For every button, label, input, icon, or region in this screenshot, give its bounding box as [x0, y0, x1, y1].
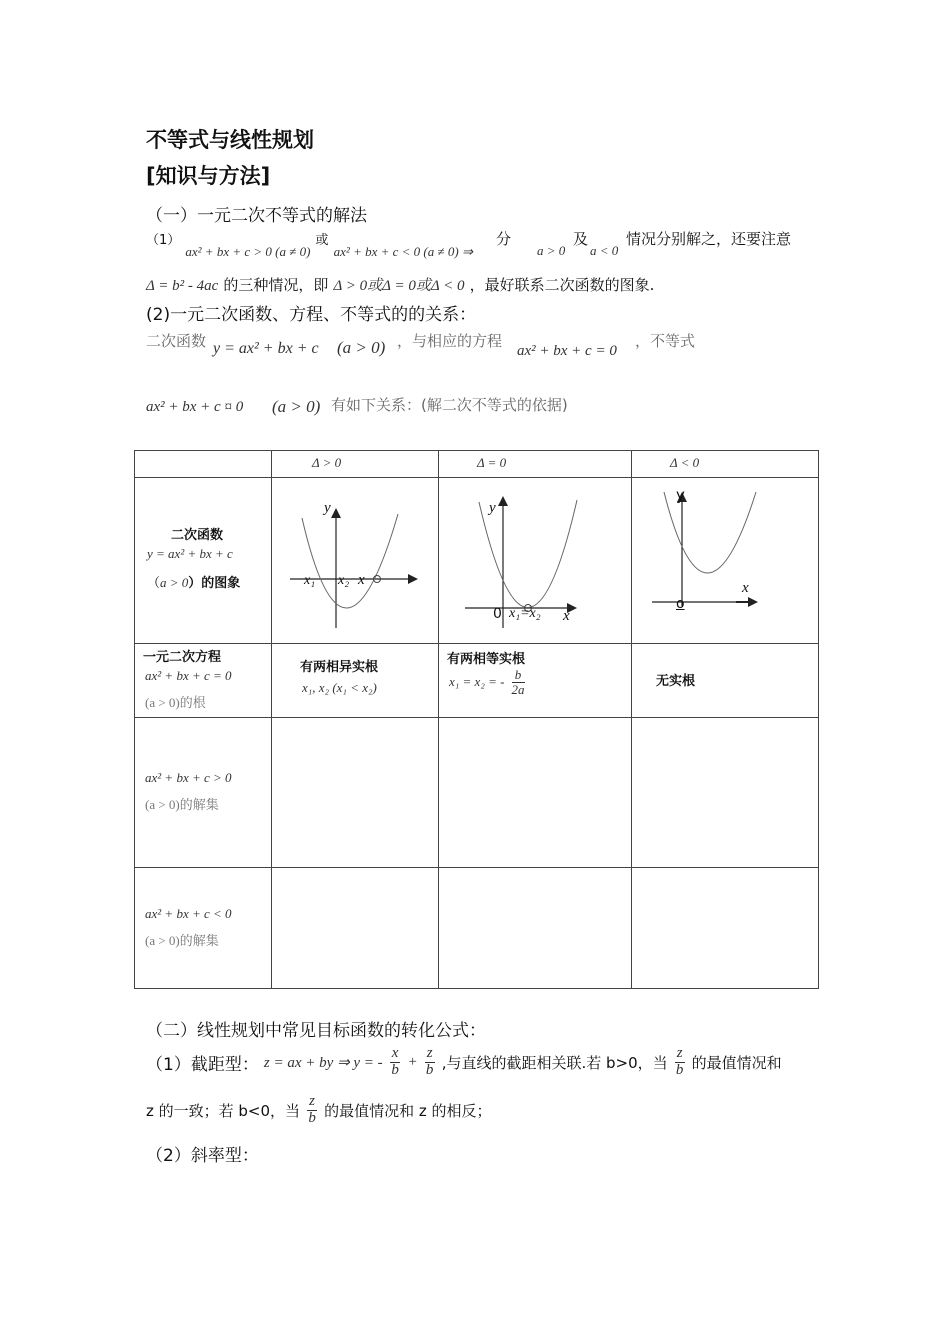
- y-axis-arrow: [331, 508, 341, 518]
- part2-eq: ax² + bx + c = 0: [517, 343, 617, 359]
- roots-c2-title: 有两相等实根: [447, 652, 526, 667]
- part1-delta: Δ = b² - 4ac: [146, 278, 219, 294]
- parabola-no-root: [632, 478, 818, 644]
- part3-line2-prefix: z 的一致；若 b<0，当: [146, 1101, 301, 1120]
- g2-y-label: y: [489, 500, 496, 516]
- page-title: 不等式与线性规划: [146, 128, 314, 152]
- section-knowledge-heading: [知识与方法]: [146, 164, 271, 188]
- graph-label-func: y = ax² + bx + c: [147, 546, 233, 561]
- frac-z-over-b: $\frac{z}{b}$: [425, 1045, 434, 1078]
- table-lt-row: [135, 868, 819, 989]
- part1-cases: Δ > 0或Δ = 0或Δ < 0: [333, 278, 465, 294]
- g1-y-label: y: [324, 500, 331, 516]
- relation-table: [134, 450, 819, 989]
- roots-c1-expr: x₁, x₂ (x₁ < x₂): [302, 680, 377, 695]
- roots-cell-delta-neg: [632, 644, 819, 718]
- roots-c1-title: 有两相异实根: [300, 660, 379, 675]
- g1-x2-label: x₂: [338, 573, 350, 588]
- table-header-row: [135, 451, 819, 478]
- part1-or: 或: [315, 233, 329, 248]
- roots-row-label: [135, 644, 272, 718]
- part3-line1-text: ,与直线的截距相关联.若 b>0，当: [441, 1053, 668, 1072]
- part1-line2: [146, 274, 654, 295]
- frac-x-over-b: $\frac{x}{b}$: [391, 1045, 399, 1078]
- part2-func-cond: (a > 0): [337, 338, 386, 357]
- g3-x-label: x: [742, 580, 749, 596]
- frac-z3-over-b: $\frac{z}{b}$: [308, 1093, 316, 1126]
- gt-row-label: [135, 718, 272, 868]
- table-gt-row: [135, 718, 819, 868]
- part2-ineq-cond: (a > 0): [272, 397, 321, 416]
- y-axis-arrow: [498, 496, 508, 506]
- g2-x12-label: x₁=x₂: [509, 606, 541, 621]
- header-delta-zero: Δ = 0: [439, 451, 632, 478]
- g2-origin-label: 0: [493, 606, 502, 622]
- roots-label-eq: ax² + bx + c = 0: [145, 668, 232, 683]
- header-empty: [135, 451, 272, 478]
- parabola-two-roots: [272, 478, 438, 644]
- gt-label-cond: (a > 0)的解集: [145, 797, 219, 812]
- lt-cell-delta-pos[interactable]: [272, 868, 439, 989]
- graph-row-label: [135, 478, 272, 644]
- graph-cell-delta-neg: [632, 478, 819, 644]
- g1-x-label: x: [358, 572, 365, 588]
- lt-cell-delta-zero[interactable]: [439, 868, 632, 989]
- gt-cell-delta-zero[interactable]: [439, 718, 632, 868]
- part2-mid: ，与相应的方程: [397, 332, 503, 350]
- header-delta-neg: Δ < 0: [632, 451, 819, 478]
- part3-heading: （二）线性规划中常见目标函数的转化公式：: [146, 1021, 486, 1041]
- part2-ineq: ax² + bx + c ¤ 0: [146, 399, 244, 415]
- part1-line2-suffix: ，最好联系二次函数的图象.: [469, 276, 655, 294]
- part2-func: y = ax² + bx + c: [213, 340, 319, 357]
- part1-fen: 分: [495, 230, 511, 248]
- part1-expr-a: ax² + bx + c > 0 (a ≠ 0): [185, 244, 311, 259]
- part3-line1-expr: z = ax + by ⇒ y = -: [263, 1054, 383, 1071]
- part1-line1-suffix: 情况分别解之，还要注意: [626, 230, 792, 248]
- table-roots-row: [135, 644, 819, 718]
- parabola-curve: [302, 514, 398, 608]
- part1-a-neg: a < 0: [590, 243, 619, 258]
- lt-label-ineq: ax² + bx + c < 0: [145, 906, 232, 921]
- part1-ji: 及: [573, 230, 589, 248]
- part3-line2-suffix: 的最值情况和 z 的相反；: [324, 1101, 492, 1120]
- x-axis-arrow: [408, 574, 418, 584]
- frac-z2-over-b: $\frac{z}{b}$: [675, 1045, 684, 1078]
- graph-cell-delta-pos: [272, 478, 439, 644]
- roots-label-cond: (a > 0)的根: [145, 695, 206, 710]
- graph-label-title: 二次函数: [171, 528, 224, 543]
- part2-heading: (2)一元二次函数、方程、不等式的的关系：: [146, 305, 477, 325]
- roots-c3-title: 无实根: [656, 674, 696, 689]
- roots-label-title: 一元二次方程: [143, 650, 222, 665]
- part3-line1-label: （1）截距型：: [146, 1054, 259, 1075]
- x-axis-arrow: [748, 597, 758, 607]
- graph-cell-delta-zero: [439, 478, 632, 644]
- gt-cell-delta-pos[interactable]: [272, 718, 439, 868]
- part2-line2-suffix: 有如下关系：(解二次不等式的依据): [331, 396, 568, 414]
- part3-line1: （1）截距型： z = ax + by ⇒ y = - $\frac{x}{b}$ + $\frac{z}{b}$ ,与直线的截距相关联.若 b>0，当 $\frac{z}{b}$ 的最值情况和: [146, 1045, 782, 1078]
- part1-expr-b: ax² + bx + c < 0 (a ≠ 0) ⇒: [333, 244, 473, 259]
- roots-c2-frac: $\frac{b}{2a}$: [511, 667, 525, 697]
- graph-label-cond: （a > 0）的图象: [147, 575, 241, 591]
- part3-line3-label: （2）斜率型：: [146, 1146, 259, 1166]
- table-graph-row: [135, 478, 819, 644]
- part3-line1-suffix: 的最值情况和: [691, 1053, 782, 1072]
- parabola-curve: [664, 492, 756, 573]
- roots-c2-expr: x₁ = x₂ = - $\frac{b}{2a}$: [449, 667, 525, 697]
- part1-line1: [146, 228, 511, 258]
- part1-a-pos: a > 0: [537, 243, 566, 258]
- lt-label-cond: (a > 0)的解集: [145, 933, 219, 948]
- part1-heading: （一）一元二次不等式的解法: [146, 206, 367, 226]
- part1-line2-text: 的三种情况，即: [223, 276, 329, 294]
- part2-suffix: ，不等式: [635, 332, 696, 350]
- part2-prefix: 二次函数: [146, 332, 207, 350]
- roots-cell-delta-pos: [272, 644, 439, 718]
- gt-label-ineq: ax² + bx + c > 0: [145, 770, 232, 785]
- lt-row-label: [135, 868, 272, 989]
- part3-line2: [146, 1094, 492, 1138]
- lt-cell-delta-neg[interactable]: [632, 868, 819, 989]
- header-delta-pos: Δ > 0: [272, 451, 439, 478]
- g1-x1-label: x₁: [304, 573, 316, 588]
- gt-cell-delta-neg[interactable]: [632, 718, 819, 868]
- g3-y-label: y: [676, 486, 685, 504]
- roots-cell-delta-zero: [439, 644, 632, 718]
- g2-x-label: x: [563, 608, 570, 624]
- part1-line1-prefix: （1）: [146, 233, 181, 248]
- g3-origin-label: o: [676, 596, 685, 612]
